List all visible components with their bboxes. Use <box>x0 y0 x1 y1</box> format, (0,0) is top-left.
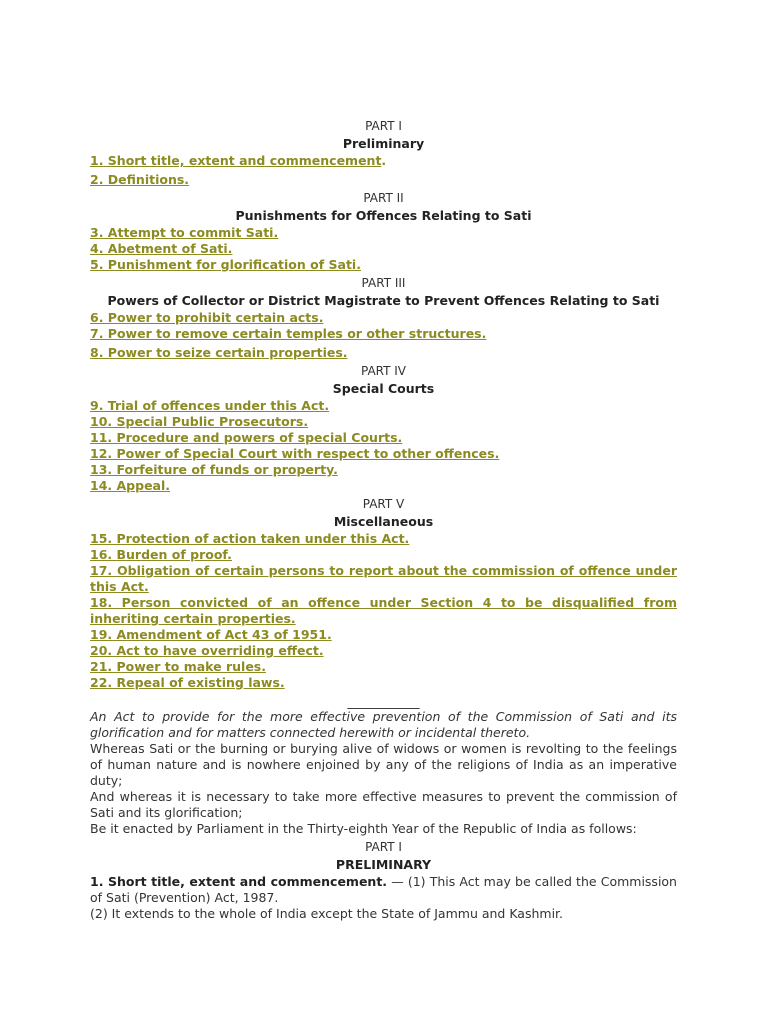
toc-item <box>90 478 677 494</box>
toc-item <box>90 446 677 462</box>
section-1-text: — (1) This Act may be called the Commission of Sati (Prevention) Act, 1987. <box>90 874 677 905</box>
toc-item <box>90 241 677 257</box>
toc-link-section-6[interactable]: 6. Power to prohibit certain acts. <box>90 310 324 325</box>
toc-item <box>90 547 677 563</box>
section-1-heading: 1. Short title, extent and commencement. <box>90 874 388 889</box>
toc-item <box>90 310 677 326</box>
section-1-subsection-2: (2) It extends to the whole of India except the State of Jammu and Kashmir. <box>90 906 564 921</box>
part-title: Miscellaneous <box>333 514 434 529</box>
toc-item <box>90 257 677 273</box>
part-label: PART I <box>365 840 402 854</box>
toc-item <box>90 627 677 643</box>
toc-item <box>90 153 677 169</box>
toc-link-section-14[interactable]: 14. Appeal. <box>90 478 171 493</box>
toc-item <box>90 643 677 659</box>
toc-link-section-3[interactable]: 3. Attempt to commit Sati. <box>90 225 279 240</box>
preamble-whereas-2: And whereas it is necessary to take more effective measures to prevent the commission of Sati and its glorification; <box>90 789 677 820</box>
part-label: PART III <box>361 276 406 290</box>
toc-link-section-4[interactable]: 4. Abetment of Sati. <box>90 241 233 256</box>
toc-item <box>90 414 677 430</box>
toc-item <box>90 563 677 595</box>
toc-link-section-17[interactable]: 17. Obligation of certain persons to report about the commission of offence under this Act. <box>90 563 677 594</box>
toc-item <box>90 398 677 414</box>
toc-item <box>90 531 677 547</box>
toc-link-section-11[interactable]: 11. Procedure and powers of special Courts. <box>90 430 403 445</box>
part-title: Powers of Collector or District Magistrate to Prevent Offences Relating to Sati <box>107 293 660 308</box>
toc-link-section-15[interactable]: 15. Protection of action taken under this Act. <box>90 531 410 546</box>
toc-punctuation: . <box>381 153 387 168</box>
toc-link-section-2[interactable]: 2. Definitions. <box>90 172 190 187</box>
toc-link-section-9[interactable]: 9. Trial of offences under this Act. <box>90 398 330 413</box>
toc-link-section-19[interactable]: 19. Amendment of Act 43 of 1951. <box>90 627 332 642</box>
toc-link-section-21[interactable]: 21. Power to make rules. <box>90 659 266 674</box>
toc-link-section-22[interactable]: 22. Repeal of existing laws. <box>90 675 285 690</box>
part-title: Punishments for Offences Relating to Sati <box>235 208 532 223</box>
part-label: PART II <box>363 191 404 205</box>
toc-link-section-10[interactable]: 10. Special Public Prosecutors. <box>90 414 309 429</box>
toc-link-section-7[interactable]: 7. Power to remove certain temples or other structures. <box>90 326 487 341</box>
toc-link-section-12[interactable]: 12. Power of Special Court with respect to other offences. <box>90 446 500 461</box>
toc-item <box>90 326 677 342</box>
toc-item <box>90 345 677 361</box>
toc-link-section-13[interactable]: 13. Forfeiture of funds or property. <box>90 462 338 477</box>
toc-link-section-1[interactable]: 1. Short title, extent and commencement <box>90 153 382 168</box>
part-title: PRELIMINARY <box>335 857 432 872</box>
toc-link-section-8[interactable]: 8. Power to seize certain properties. <box>90 345 348 360</box>
preamble-whereas-1: Whereas Sati or the burning or burying alive of widows or women is revolting to the feelings of human nature and is nowhere enjoined by any of the religions of India as an imperative duty; <box>90 741 677 788</box>
part-label: PART IV <box>360 364 407 378</box>
toc-item <box>90 172 677 188</box>
section-1-paragraph <box>90 874 677 906</box>
toc-item <box>90 430 677 446</box>
enacting-clause: Be it enacted by Parliament in the Thirty-eighth Year of the Republic of India as follows: <box>90 821 637 836</box>
document <box>90 116 677 922</box>
divider: ____________ <box>347 695 420 709</box>
part-label: PART V <box>362 497 405 511</box>
preamble-intro: An Act to provide for the more effective prevention of the Commission of Sati and its glorification and for matters connected herewith or incidental thereto. <box>90 709 677 740</box>
part-title: Special Courts <box>332 381 435 396</box>
toc-link-section-18[interactable]: 18. Person convicted of an offence under Section 4 to be disqualified from inheriting certain properties. <box>90 595 677 626</box>
part-label: PART I <box>365 119 402 133</box>
toc-item <box>90 675 677 691</box>
toc-link-section-16[interactable]: 16. Burden of proof. <box>90 547 232 562</box>
toc-link-section-5[interactable]: 5. Punishment for glorification of Sati. <box>90 257 361 272</box>
toc-item <box>90 659 677 675</box>
toc-link-section-20[interactable]: 20. Act to have overriding effect. <box>90 643 324 658</box>
toc-item <box>90 462 677 478</box>
part-title: Preliminary <box>342 136 425 151</box>
toc-item <box>90 595 677 627</box>
toc-item <box>90 225 677 241</box>
